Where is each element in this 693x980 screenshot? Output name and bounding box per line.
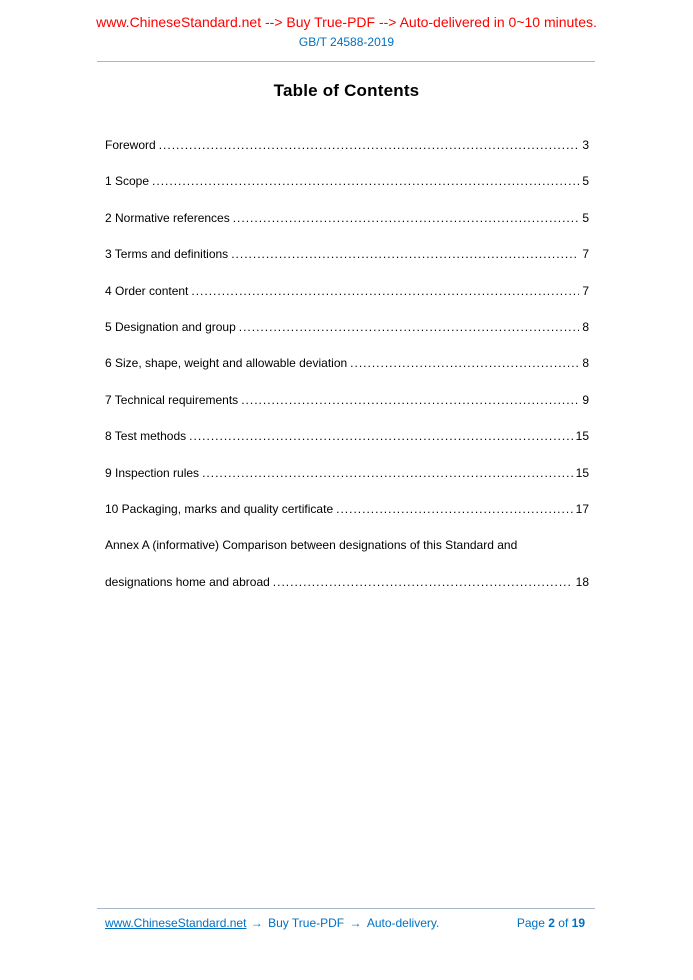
toc-list — [105, 138, 589, 611]
toc-entry-label: 10 Packaging, marks and quality certificate — [105, 501, 334, 516]
page-label: Page — [516, 916, 545, 930]
toc-entry — [105, 320, 589, 356]
toc-page-number: 18 — [575, 574, 589, 589]
footer-divider — [97, 908, 595, 909]
toc-dot-leader — [189, 429, 572, 443]
toc-page-number: 9 — [582, 392, 589, 407]
toc-page-number: 7 — [582, 283, 589, 298]
current-page-number: 2 — [548, 916, 555, 930]
toc-entry-label: 7 Technical requirements — [105, 392, 239, 407]
toc-dot-leader — [231, 247, 579, 261]
toc-page-number: 15 — [575, 429, 589, 444]
toc-page-number: 8 — [582, 319, 589, 334]
toc-entry-label: Foreword — [105, 138, 156, 152]
toc-entry-label: 6 Size, shape, weight and allowable deviation — [105, 356, 348, 371]
header-divider — [97, 61, 595, 62]
total-page-number: 19 — [571, 916, 585, 930]
arrow-icon: → — [349, 916, 362, 930]
toc-entry — [105, 538, 589, 574]
toc-dot-leader — [191, 284, 579, 298]
toc-entry — [105, 429, 589, 465]
toc-page-number: 7 — [582, 247, 589, 262]
toc-entry-label: Annex A (informative) Comparison between designations of this Standard and — [105, 538, 518, 553]
toc-entry-label: 5 Designation and group — [105, 319, 236, 334]
toc-entry — [105, 211, 589, 247]
arrow-icon: → — [250, 916, 263, 930]
toc-page-number: 15 — [575, 465, 589, 480]
toc-entry — [105, 356, 589, 392]
toc-entry — [105, 284, 589, 320]
toc-dot-leader — [233, 211, 580, 225]
toc-dot-leader — [273, 575, 573, 589]
toc-entry-label: 4 Order content — [105, 283, 189, 298]
toc-entry — [105, 247, 589, 283]
toc-dot-leader — [336, 502, 573, 516]
footer — [105, 916, 585, 930]
toc-page-number: 5 — [582, 210, 589, 225]
footer-promo — [105, 916, 440, 930]
toc-page-number: 17 — [575, 501, 589, 516]
toc-entry — [105, 138, 589, 174]
toc-entry — [105, 174, 589, 210]
page-title: Table of Contents — [273, 81, 420, 100]
toc-entry-label: 1 Scope — [105, 174, 150, 189]
toc-dot-leader — [159, 138, 580, 152]
toc-entry-label: 2 Normative references — [105, 210, 230, 225]
toc-entry — [105, 502, 589, 538]
footer-website-link[interactable]: www.ChineseStandard.net — [105, 916, 247, 930]
toc-dot-leader — [152, 174, 579, 188]
toc-page-number: 8 — [582, 356, 589, 371]
toc-page-number: 3 — [582, 138, 589, 152]
toc-entry — [105, 466, 589, 502]
footer-delivery-text: Auto-delivery. — [366, 916, 440, 930]
header-promo-link[interactable]: www.ChineseStandard.net --> Buy True-PDF --> Auto-delivered in 0~10 minutes. — [96, 14, 597, 30]
toc-entry-label: 9 Inspection rules — [105, 465, 200, 480]
page-indicator — [517, 916, 585, 930]
toc-dot-leader — [241, 393, 579, 407]
toc-entry-label: 3 Terms and definitions — [105, 247, 229, 262]
toc-dot-leader — [350, 356, 579, 370]
toc-entry-label: 8 Test methods — [105, 429, 187, 444]
toc-entry — [105, 393, 589, 429]
standard-number: GB/T 24588-2019 — [298, 35, 395, 49]
toc-entry — [105, 575, 589, 611]
toc-dot-leader — [239, 320, 580, 334]
toc-page-number: 5 — [582, 174, 589, 189]
of-label: of — [558, 916, 569, 930]
toc-entry-label: designations home and abroad — [105, 574, 270, 589]
toc-dot-leader — [202, 466, 573, 480]
footer-buy-text: Buy True-PDF — [268, 916, 345, 930]
